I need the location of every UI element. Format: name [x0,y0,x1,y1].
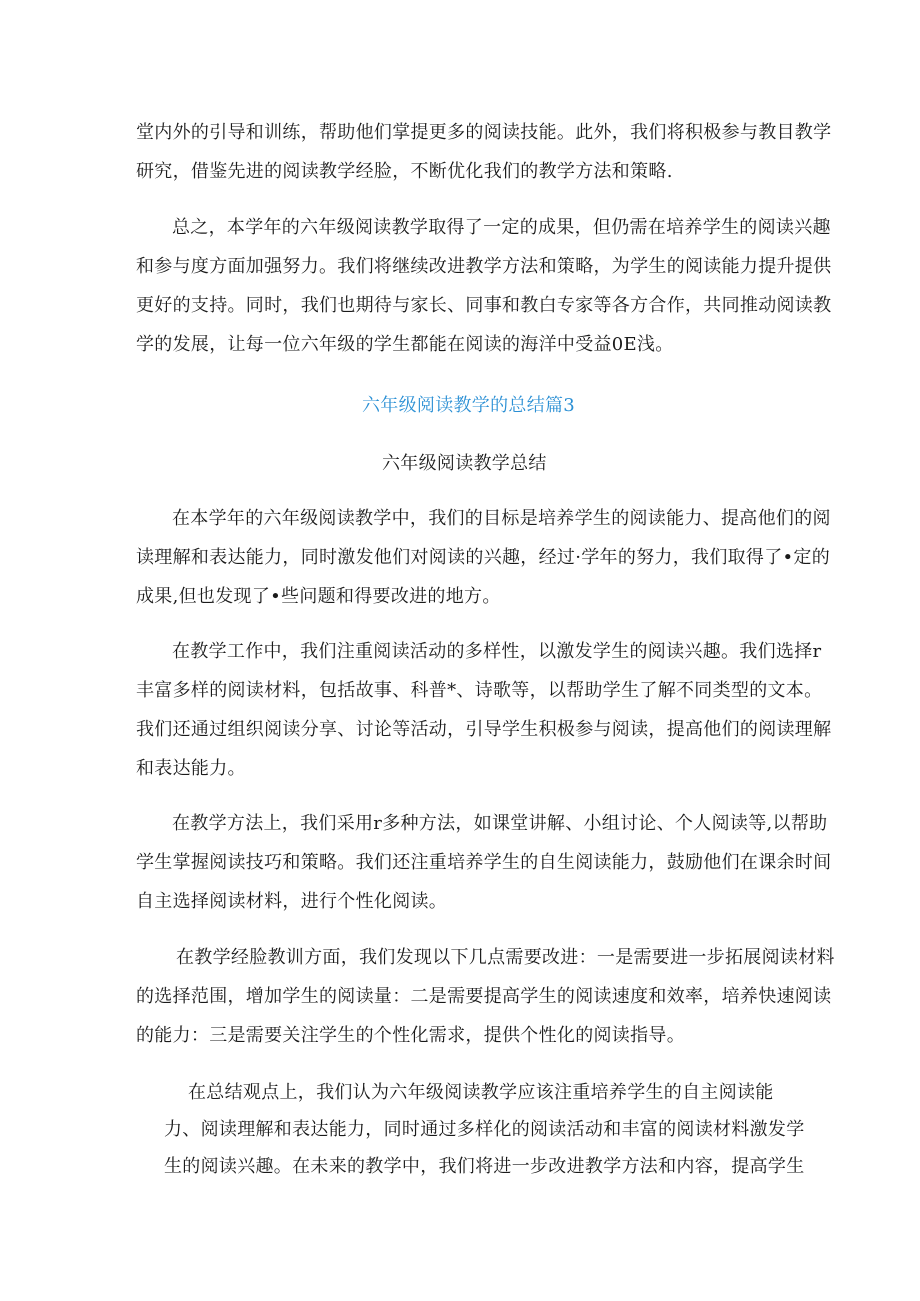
paragraph-line: 堂内外的引导和训练，帮助他们掌提更多的阅读技能。此外，我们将积极参与教目教学 [136,122,832,143]
paragraph-line: 在本学年的六年级阅读教学中，我们的目标是培养学生的阅读能力、提高他们的阅 [172,508,831,529]
paragraph-line: 力、阅读理解和表达能力，同时通过多样化的阅读活动和丰富的阅读材料激发学 [164,1119,805,1140]
paragraph-line: 丰富多样的阅读材料，包括故事、科普*、诗歌等，以帮助学生了解不同类型的文本。 [136,680,823,701]
paragraph-line: 的选择范围，增加学生的阅读量：二是需要提高学生的阅读速度和效率，培养快速阅读 [136,986,832,1007]
paragraph-line: 我们还通过组织阅读分享、讨论等活动，引导学生积极参与阅读，提高他们的阅读理解 [136,719,832,740]
paragraph-line: 研究，借鉴先进的阅读教学经脸，不断优化我们的教学方法和策略. [136,161,673,182]
paragraph-line: 的能力：三是需要关注学生的个性化需求，提供个性化的阅读指导。 [136,1025,685,1046]
section-heading-link[interactable]: 六年级阅读教学的总结篇3 [362,395,576,416]
paragraph-line: 读理解和表达能力，同时激发他们对阅读的兴趣，经过·学年的努力，我们取得了•定的 [136,547,831,568]
paragraph-line: 自主选择阅读材料，进行个性化阅读。 [136,891,448,912]
paragraph-line: 成果,但也发现了•些问题和得要改进的地方。 [136,586,501,607]
paragraph-line: 和参与度方面加强努力。我们将继续改进教学方法和策略，为学生的阅读能力提升提供 [136,256,832,277]
paragraph-line: 和表达能力。 [136,758,246,779]
paragraph-line: 在教学工作中，我们注重阅读活动的多样性，以激发学生的阅读兴趣。我们选择r [172,641,822,662]
paragraph-line: 更好的支持。同时，我们也期待与家长、同事和教白专家等各方合作，共同推动阅读教 [136,295,832,316]
paragraph-line: 总之，本学年的六年级阅读教学取得了一定的成果，但仍需在培养学生的阅读兴趣 [172,217,831,238]
paragraph-line: 在总结观点上，我们认为六年级阅读教学应该注重培养学生的自主阅读能 [188,1082,774,1103]
section-title: 六年级阅读教学总结 [382,453,547,474]
paragraph-line: 在教学方法上，我们采用r多种方法，如课堂讲解、小组讨论、个人阅读等,以帮助 [172,813,828,834]
paragraph-line: 学的发展，让每一位六年级的学生都能在阅读的海洋中受益0E浅。 [136,334,674,355]
paragraph-line: 学生掌握阅读技巧和策略。我们还注重培养学生的自生阅读能力，鼓励他们在课余时间 [136,852,832,873]
paragraph-line: 生的阅读兴趣。在未来的教学中，我们将进一步改进教学方法和内容，提高学生 [164,1156,805,1177]
paragraph-line: 在教学经脸教训方面，我们发现以下几点需要改进：一是需要进一步拓展阅读材料 [176,947,835,968]
